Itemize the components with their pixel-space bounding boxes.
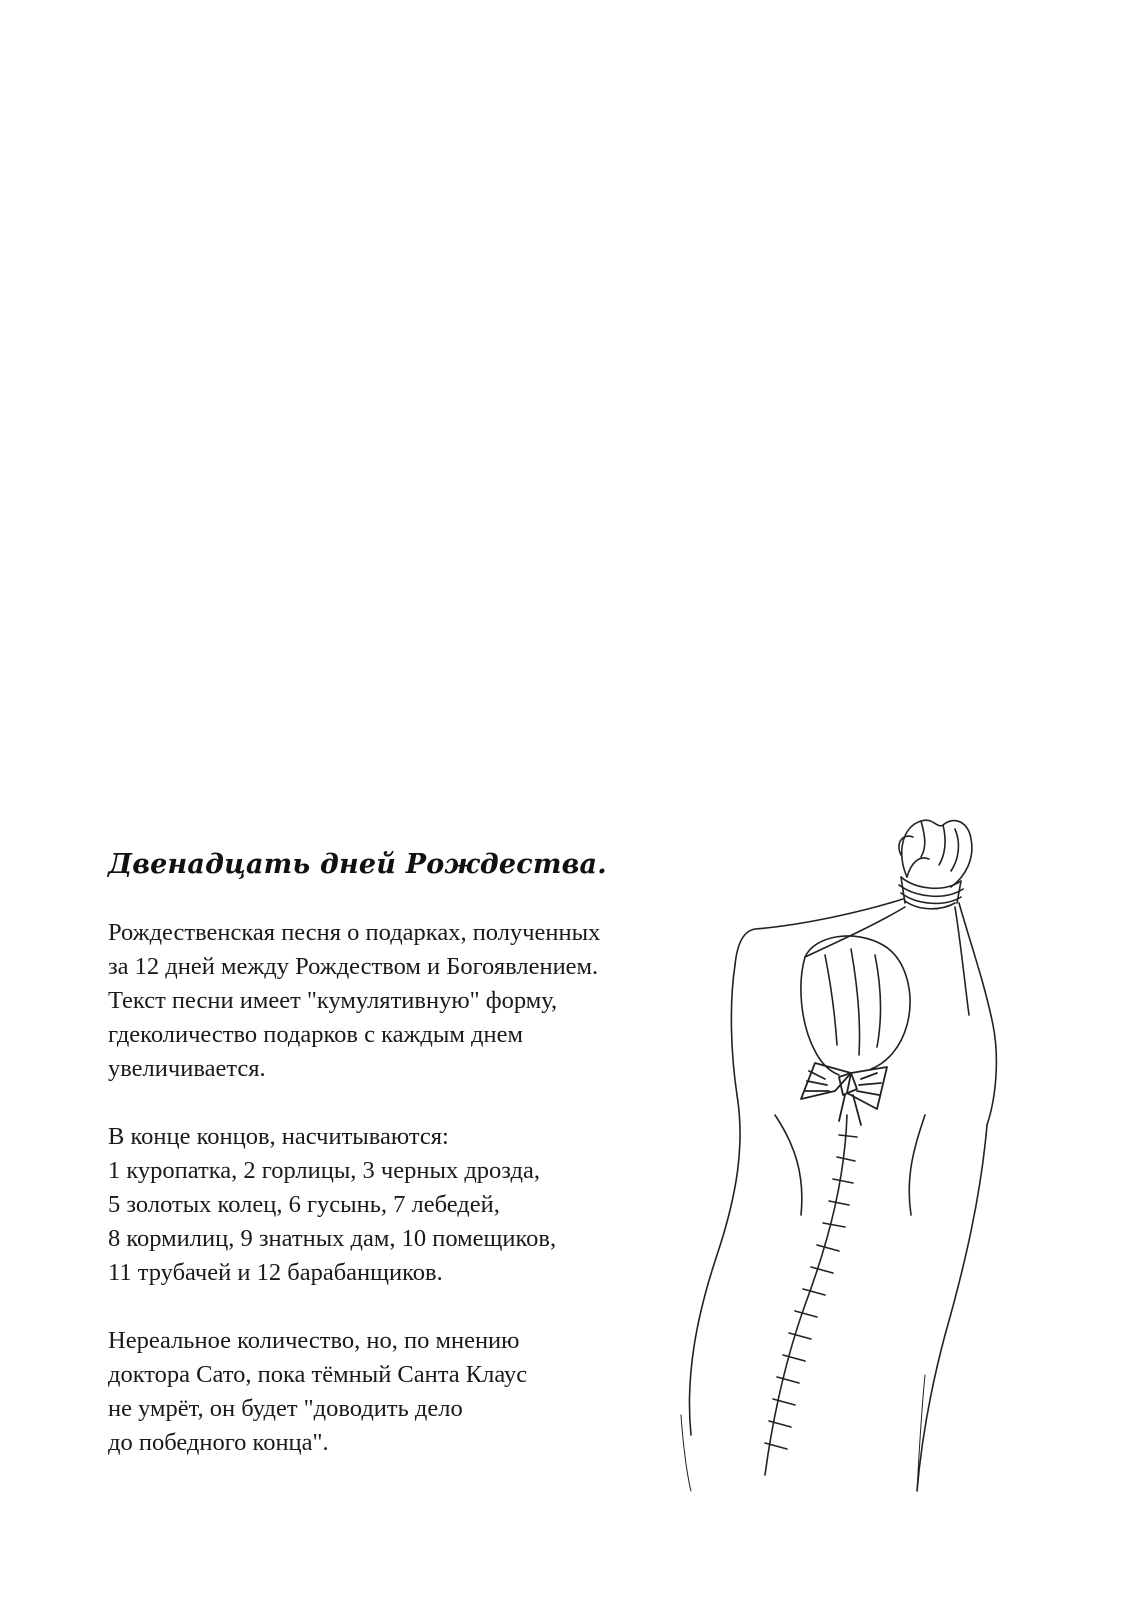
rope-icon	[899, 877, 963, 909]
text-line: 5 золотых колец, 6 гусынь, 7 лебедей,	[108, 1191, 500, 1218]
text-line: не умрёт, он будет "доводить дело	[108, 1395, 463, 1422]
text-line: гдеколичество подарков с каждым днем	[108, 1021, 523, 1048]
bound-figure-illustration	[625, 815, 1055, 1495]
text-line: 1 куропатка, 2 горлицы, 3 черных дрозда,	[108, 1157, 540, 1184]
text-line: за 12 дней между Рождеством и Богоявлением.	[108, 953, 599, 980]
text-line: В конце концов, насчитываются:	[108, 1123, 449, 1150]
text-line: доктора Сато, пока тёмный Санта Клаус	[108, 1361, 528, 1388]
stitched-spine-icon	[765, 1115, 857, 1475]
text-line: увеличивается.	[108, 1055, 266, 1082]
page-title: Двенадцать дней Рождества.	[108, 849, 607, 880]
text-line: Текст песни имеет "кумулятивную" форму,	[108, 987, 558, 1014]
head-icon	[801, 936, 910, 1075]
text-line: до победного конца".	[108, 1429, 329, 1456]
text-line: Рождественская песня о подарках, полученных	[108, 919, 601, 946]
text-block	[108, 848, 668, 1494]
paragraph-gifts	[108, 1120, 668, 1290]
paragraph-intro	[108, 916, 668, 1086]
footer-mark	[620, 1608, 820, 1618]
bow-icon	[801, 1063, 887, 1125]
hands-icon	[899, 820, 972, 887]
text-line: 11 трубачей и 12 барабанщиков.	[108, 1259, 443, 1286]
text-line: 8 кормилиц, 9 знатных дам, 10 помещиков,	[108, 1225, 557, 1252]
text-line: Нереальное количество, но, по мнению	[108, 1327, 520, 1354]
paragraph-conclusion	[108, 1324, 668, 1460]
